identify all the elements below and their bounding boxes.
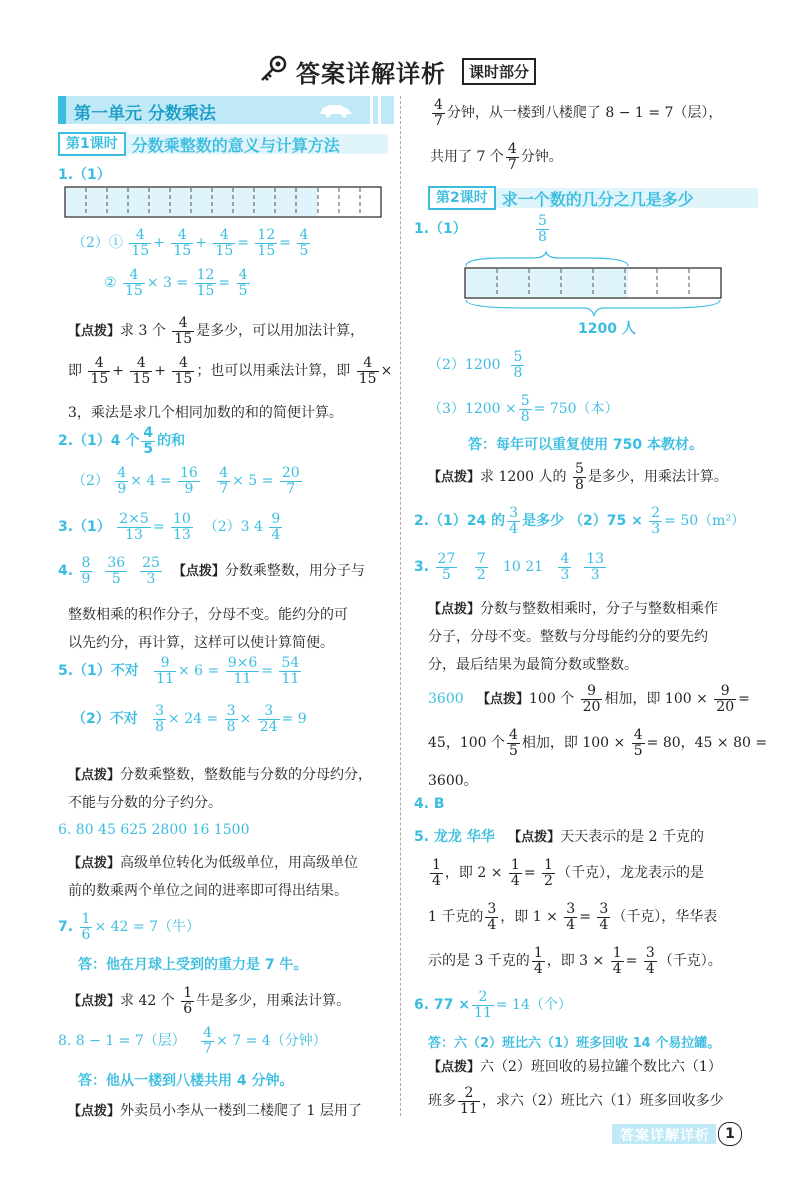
q1-2-eq2: ② $\frac{4}{15}$ × 3 = $\frac{12}{15}$ = $\frac{4}{5}$	[104, 267, 248, 299]
tip-text: 以先约分，再计算，这样可以使计算简便。	[68, 635, 334, 651]
q4: 4. $\frac{8}{9}$ $\frac{36}{5}$ $\frac{25}{3}$ 【点拨】分数乘整数，用分子与	[58, 555, 365, 587]
r-q1-label: 1.（1）	[414, 221, 467, 237]
tip-text: 前的数乘两个单位之间的进率即可得出结果。	[68, 883, 348, 899]
tip-text: 【点拨】外卖员小李从一楼到二楼爬了 1 层用了	[68, 1103, 362, 1119]
r-q5-l3: 1 千克的 $\frac{3}{4}$ ，即 1 × $\frac{3}{4}$ = $\frac{3}{4}$ （千克），华华表	[428, 901, 718, 933]
header	[0, 50, 800, 90]
footer-label: 答案详解详析	[620, 1128, 710, 1144]
car-icon	[318, 102, 354, 118]
r-q1-bar-diagram	[464, 250, 728, 320]
tip-text: 整数相乘的积作分子，分母不变。能约分的可	[68, 607, 348, 623]
unit-title: 第一单元 分数乘法	[74, 104, 216, 124]
tip-text: 不能与分数的分子约分。	[68, 795, 222, 811]
page-number: 1	[718, 1122, 742, 1146]
tip-text: 【点拨】六（2）班回收的易拉罐个数比六（1）	[428, 1059, 722, 1075]
tip-text: 分，最后结果为最简分数或整数。	[428, 657, 638, 673]
q7-answer: 答：他在月球上受到的重力是 7 牛。	[78, 957, 308, 973]
q8-answer: 答：他从一楼到八楼共用 4 分钟。	[78, 1073, 294, 1089]
tip-text: 【点拨】分数乘整数，整数能与分数的分母约分，	[68, 767, 373, 783]
q2-1: 2.（1）4 个 $\frac{4}{5}$ 的和	[58, 425, 186, 457]
tip-text: 分子，分母不变。整数与分母能约分的要先约	[428, 629, 708, 645]
r-q2: 2.（1）24 的 $\frac{3}{4}$ 是多少 （2）75 × $\frac{2}{3}$ = 50（m²）	[414, 505, 746, 537]
r-q1-3: （3）1200 × $\frac{5}{8}$ = 750（本）	[428, 393, 619, 425]
lesson-label: 第1课时	[58, 132, 126, 156]
q3: 3.（1） $\frac{2\times 5}{13}$ = $\frac{10}{13}$ （2）3 4 $\frac{9}{4}$	[58, 511, 281, 543]
q5-1: 5.（1）不对 $\frac{9}{11}$ × 6 = $\frac{9\times 6}{11}$ = $\frac{54}{11}$	[58, 655, 300, 687]
footer-band	[612, 1124, 716, 1144]
column-divider	[400, 96, 401, 1116]
r-q6: 6. 77 × $\frac{2}{11}$ = 14（个）	[414, 989, 572, 1021]
r-q5-l2: $\frac{1}{4}$ ，即 2 × $\frac{1}{4}$ = $\frac{1}{2}$ （千克），龙龙表示的是	[432, 857, 704, 889]
key-icon	[258, 54, 288, 84]
r-q5: 5. 龙龙 华华 【点拨】天天表示的是 2 千克的	[414, 829, 704, 845]
q1-bar-diagram	[64, 186, 382, 218]
tip-text: 班多 $\frac{2}{11}$ ，求六（2）班比六（1）班多回收多少	[428, 1085, 724, 1117]
r-q4: 4. B	[414, 796, 445, 812]
people-label: 1200 人	[578, 321, 636, 337]
lesson-title: 分数乘整数的意义与计算方法	[131, 135, 340, 155]
r-cont-2: 共用了 7 个 $\frac{4}{7}$ 分钟。	[430, 141, 563, 173]
lesson-1-header	[58, 131, 388, 157]
q1-label: 1.（1）	[58, 167, 111, 183]
tip-text: 【点拨】分数与整数相乘时，分子与整数相乘作	[428, 601, 719, 617]
r-q6-answer: 答：六（2）班比六（1）班多回收 14 个易拉罐。	[428, 1036, 721, 1051]
r-q1-fraction: $\frac{5}{8}$	[538, 213, 547, 245]
r-q1-answer: 答：每年可以重复使用 750 本教材。	[468, 437, 703, 453]
tip-text: 即 $\frac{4}{15}$ + $\frac{4}{15}$ + $\frac{4}{15}$ ；也可以用乘法计算，即 $\frac{4}{15}$ ×	[68, 355, 393, 387]
q1-2-eq1: （2）① $\frac{4}{15}$ + $\frac{4}{15}$ + $\frac{4}{15}$ = $\frac{12}{15}$ = $\frac{4}{5}$	[72, 227, 309, 259]
q5-2: （2）不对 $\frac{3}{8}$ × 24 = $\frac{3}{8}$ × $\frac{3}{24}$ = 9	[72, 703, 307, 735]
r-3600: 3600 【点拨】100 个 $\frac{9}{20}$ 相加，即 100 × $\frac{9}{20}$ =	[428, 683, 750, 715]
r-q3: 3. $\frac{27}{5}$ $\frac{7}{2}$ 10 21 $\frac{4}{3}$ $\frac{13}{3}$	[414, 551, 605, 583]
section-tag: 课时部分	[462, 58, 536, 85]
tip-text: 3，乘法是求几个相同加数的和的简便计算。	[68, 405, 343, 421]
tip-text: 【点拨】高级单位转化为低级单位，用高级单位	[68, 855, 359, 871]
r-q5-l4: 示的是 3 千克的 $\frac{1}{4}$ ，即 3 × $\frac{1}{4}$ = $\frac{3}{4}$ （千克）。	[428, 945, 722, 977]
r-cont-1: $\frac{4}{7}$ 分钟，从一楼到八楼爬了 8 − 1 = 7（层），	[434, 97, 723, 129]
q2-2: （2） $\frac{4}{9}$ × 4 = $\frac{16}{9}$ $\frac{4}{7}$ × 5 = $\frac{20}{7}$	[72, 465, 300, 497]
tip-text: 【点拨】求 42 个 $\frac{1}{6}$ 牛是多少，用乘法计算。	[68, 985, 351, 1017]
lesson-title: 求一个数的几分之几是多少	[501, 189, 694, 209]
r-3600-end: 3600。	[428, 773, 478, 789]
r-45: 45，100 个 $\frac{4}{5}$ 相加，即 100 × $\frac{4}{5}$ = 80，45 × 80 =	[428, 727, 768, 759]
tip-text: 【点拨】求 3 个 $\frac{4}{15}$ 是多少，可以用加法计算，	[68, 315, 365, 347]
unit-banner	[58, 96, 394, 124]
lesson-2-header	[428, 185, 758, 211]
q8: 8. 8 − 1 = 7（层） $\frac{4}{7}$ × 7 = 4（分钟）	[58, 1025, 327, 1057]
tip-text: 【点拨】求 1200 人的 $\frac{5}{8}$ 是多少，用乘法计算。	[428, 461, 728, 493]
lesson-label: 第2课时	[428, 186, 496, 210]
q7: 7. $\frac{1}{6}$ × 42 = 7（牛）	[58, 911, 200, 943]
q6: 6. 80 45 625 2800 16 1500	[58, 822, 250, 838]
r-q1-2: （2）1200 $\frac{5}{8}$	[428, 349, 523, 381]
page-title: 答案详解详析	[296, 60, 446, 88]
